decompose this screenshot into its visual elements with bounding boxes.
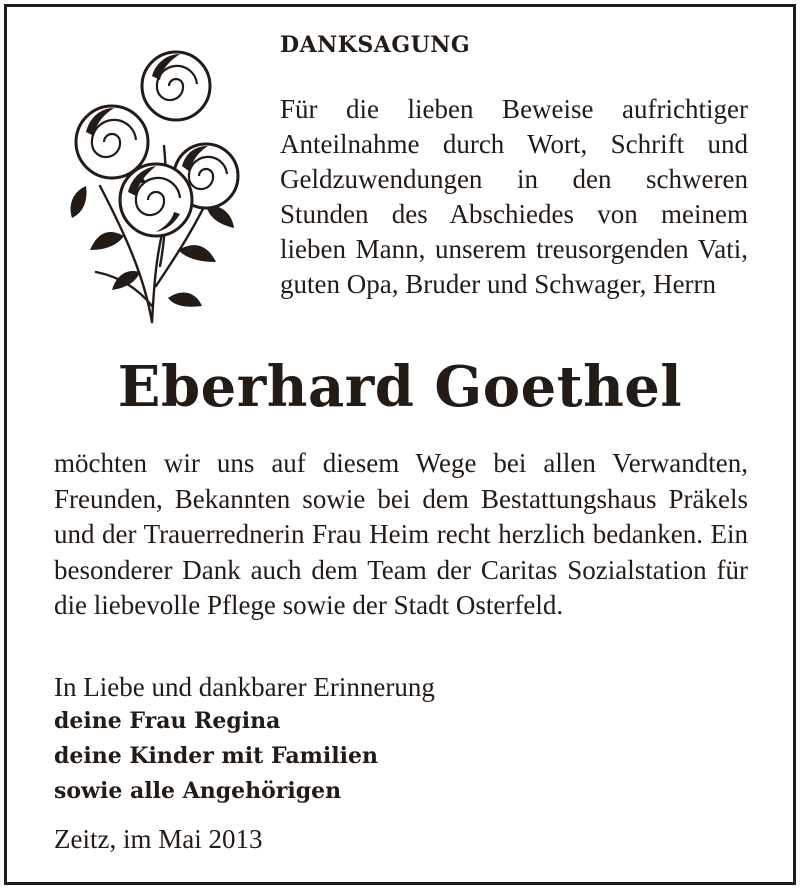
place-date: Zeitz, im Mai 2013 xyxy=(54,824,263,854)
signatory-line: deine Kinder mit Familien xyxy=(54,743,378,769)
notice-heading: DANKSAGUNG xyxy=(280,32,471,58)
intro-text: Für die lieben Beweise aufrichtiger Anteilnahme durch Wort, Schrift und Geldzuwendungen in den schweren Stunden des Abschiedes von meinem lieben Mann, unserem treusorgenden Vati, guten Opa, Bruder und Schwager, Herrn xyxy=(280,94,748,299)
body-text: möchten wir uns auf diesem Wege bei allen Verwandten, Freunden, Bekannten sowie bei dem Bestattungshaus Präkels und der Trauerrednerin Frau Heim recht herzlich bedanken. Ein besonderer Dank auch dem Team der Caritas Sozialstation für die liebevolle Pflege sowie der Stadt Osterfeld. xyxy=(54,448,748,620)
deceased-name: Eberhard Goethel xyxy=(117,354,683,420)
signatory-line: sowie alle Angehörigen xyxy=(54,778,342,804)
signatory-line: deine Frau Regina xyxy=(54,708,281,734)
roses-icon xyxy=(56,36,252,326)
closing-text: In Liebe und dankbarer Erinnerung xyxy=(54,672,435,702)
